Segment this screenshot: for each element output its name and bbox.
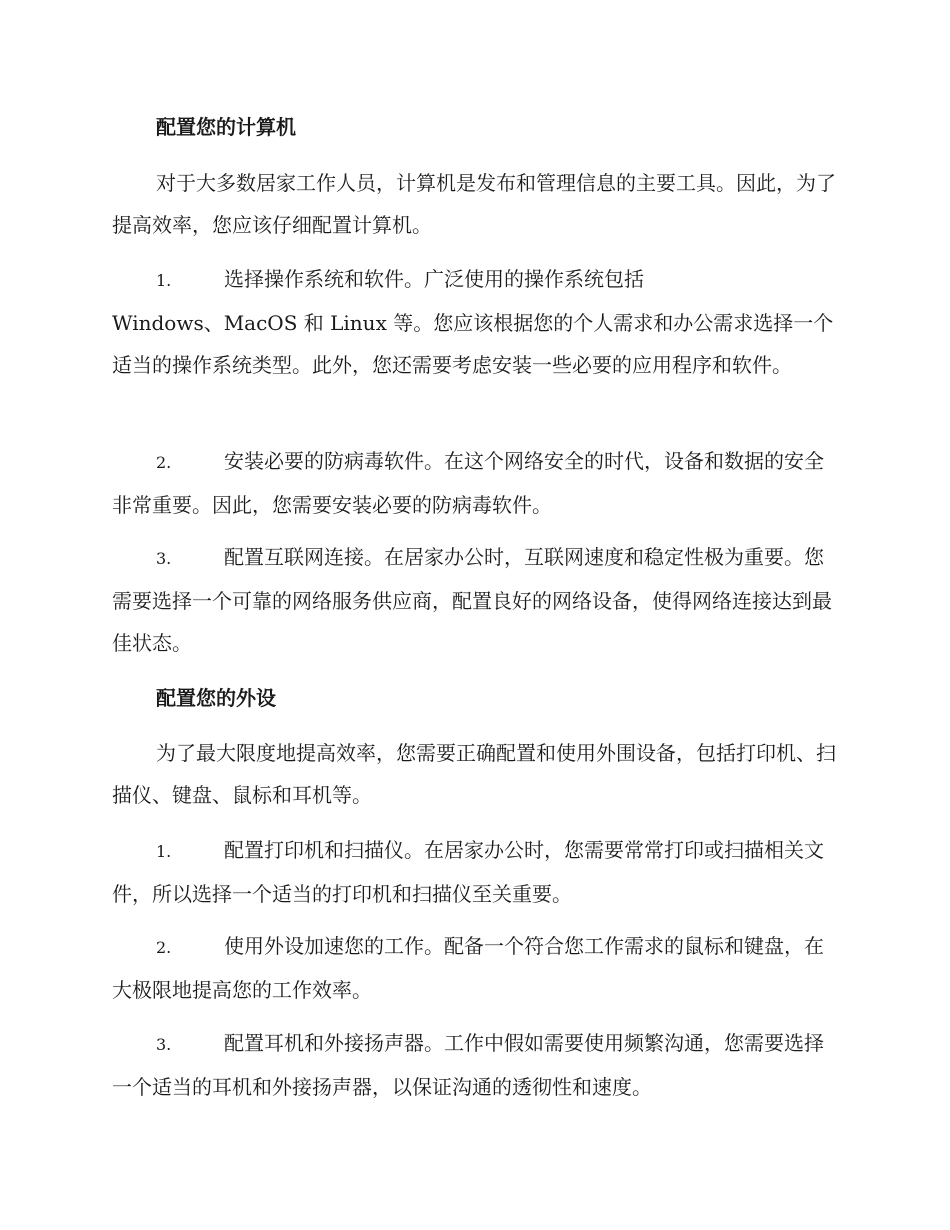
list-item-printer-scanner xyxy=(112,829,838,915)
item-text: 配置互联网连接。在居家办公时，互联网速度和稳定性极为重要。您需要选择一个可靠的网络服务供应商，配置良好的网络设备，使得网络连接达到最佳状态。 xyxy=(112,545,832,655)
section-intro-peripherals xyxy=(112,732,838,816)
item-number: 2. xyxy=(156,453,172,472)
item-text: 使用外设加速您的工作。配备一个符合您工作需求的鼠标和键盘，在大极限地提高您的工作效率。 xyxy=(112,934,824,1002)
list-item-mouse-keyboard xyxy=(112,925,838,1011)
section-intro-computer xyxy=(112,162,838,246)
section-heading-peripherals: 配置您的外设 xyxy=(156,686,276,710)
item-text: 选择操作系统和软件。广泛使用的操作系统包括 xyxy=(224,267,644,291)
item-number: 3. xyxy=(156,1035,172,1054)
section-heading-computer: 配置您的计算机 xyxy=(156,115,296,139)
list-item-antivirus xyxy=(112,440,838,526)
intro-text: 为了最大限度地提高效率，您需要正确配置和使用外围设备，包括打印机、扫描仪、键盘、鼠标和耳机等。 xyxy=(112,741,836,807)
list-item-internet xyxy=(112,536,838,664)
intro-text: 对于大多数居家工作人员，计算机是发布和管理信息的主要工具。因此，为了提高效率，您应该仔细配置计算机。 xyxy=(112,171,836,237)
list-item-os-software xyxy=(112,258,838,386)
item-number: 3. xyxy=(156,549,172,568)
item-number: 1. xyxy=(156,842,172,861)
item-text: 安装必要的防病毒软件。在这个网络安全的时代，设备和数据的安全非常重要。因此，您需要安装必要的防病毒软件。 xyxy=(112,449,824,517)
item-number: 1. xyxy=(156,271,172,290)
item-text-continuation: Windows、MacOS 和 Linux 等。您应该根据您的个人需求和办公需求选择一个适当的操作系统类型。此外，您还需要考虑安装一些必要的应用程序和软件。 xyxy=(112,311,834,377)
list-item-headphones-speakers xyxy=(112,1022,838,1108)
item-text: 配置打印机和扫描仪。在居家办公时，您需要常常打印或扫描相关文件，所以选择一个适当的打印机和扫描仪至关重要。 xyxy=(112,838,824,906)
item-number: 2. xyxy=(156,938,172,957)
item-text: 配置耳机和外接扬声器。工作中假如需要使用频繁沟通，您需要选择一个适当的耳机和外接扬声器，以保证沟通的透彻性和速度。 xyxy=(112,1031,824,1099)
